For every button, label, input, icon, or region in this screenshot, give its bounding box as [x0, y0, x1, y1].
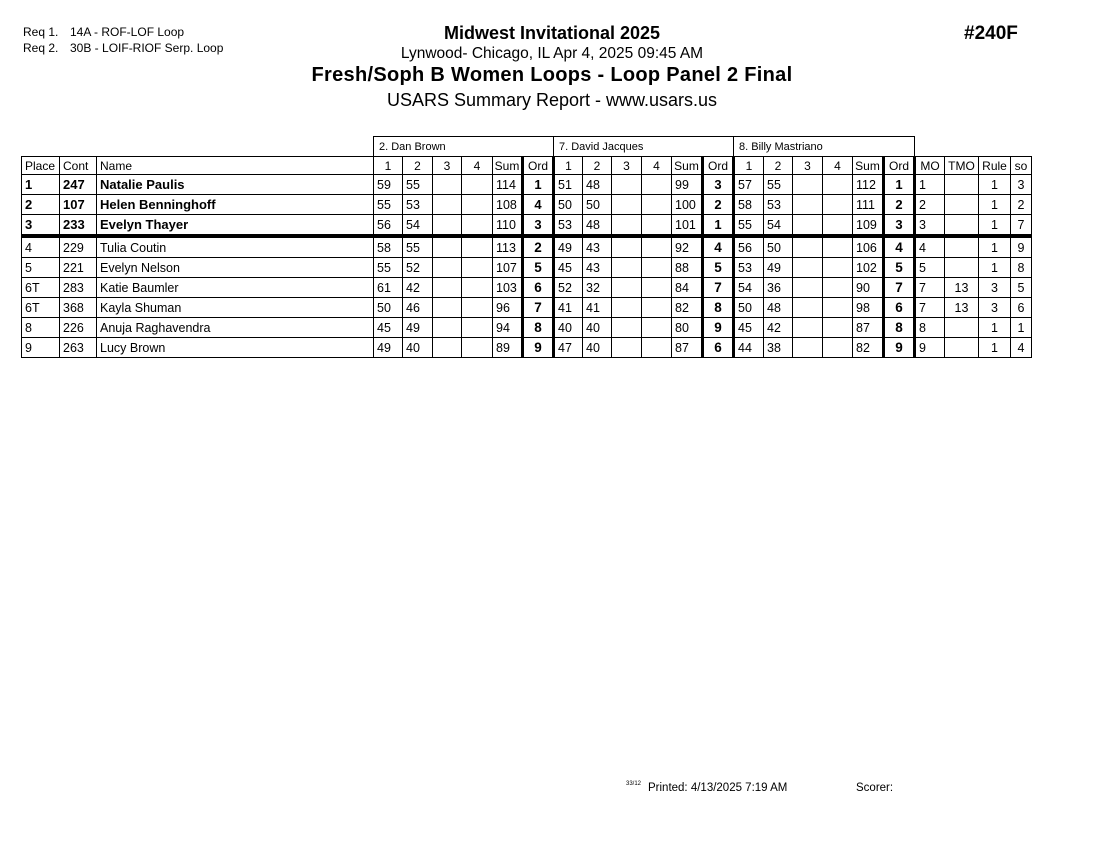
score-cell: 50	[583, 195, 612, 215]
column-header-cont: Cont	[60, 157, 97, 175]
tmo-cell	[945, 258, 979, 278]
place-cell: 8	[22, 318, 60, 338]
score-cell	[462, 298, 493, 318]
sum-cell: 98	[853, 298, 884, 318]
ordinal-cell: 1	[884, 175, 915, 195]
tmo-cell	[945, 175, 979, 195]
sum-cell: 94	[493, 318, 523, 338]
ordinal-cell: 5	[884, 258, 915, 278]
tmo-cell	[945, 215, 979, 237]
mo-cell: 7	[915, 298, 945, 318]
sum-cell: 101	[672, 215, 703, 237]
skater-name-cell: Evelyn Nelson	[97, 258, 374, 278]
ordinal-cell: 9	[703, 318, 734, 338]
score-cell: 58	[374, 236, 403, 258]
score-cell: 45	[734, 318, 764, 338]
sum-cell: 109	[853, 215, 884, 237]
column-header-judge-3-ord: Ord	[884, 157, 915, 175]
printed-timestamp: Printed: 4/13/2025 7:19 AM	[648, 782, 788, 794]
column-header-judge-1-sum: Sum	[493, 157, 523, 175]
score-cell: 40	[583, 318, 612, 338]
sum-cell: 84	[672, 278, 703, 298]
score-cell	[462, 258, 493, 278]
column-header-judge-2-1: 1	[554, 157, 583, 175]
score-cell: 49	[403, 318, 433, 338]
score-cell	[823, 338, 853, 358]
requirement-text: 30B - LOIF-RIOF Serp. Loop	[70, 41, 224, 55]
column-header-judge-3-sum: Sum	[853, 157, 884, 175]
column-header-tmo: TMO	[945, 157, 979, 175]
score-cell: 55	[403, 236, 433, 258]
tmo-cell	[945, 318, 979, 338]
mo-cell: 9	[915, 338, 945, 358]
score-cell: 52	[403, 258, 433, 278]
ordinal-cell: 6	[884, 298, 915, 318]
score-cell	[793, 298, 823, 318]
column-header-judge-3-2: 2	[764, 157, 793, 175]
score-cell: 49	[764, 258, 793, 278]
column-header-mo: MO	[915, 157, 945, 175]
tmo-cell	[945, 195, 979, 215]
sum-cell: 111	[853, 195, 884, 215]
place-cell: 6T	[22, 278, 60, 298]
score-cell: 59	[374, 175, 403, 195]
column-header-judge-1-2: 2	[403, 157, 433, 175]
requirement-key: Req 1.	[23, 25, 59, 39]
score-cell: 50	[764, 236, 793, 258]
sum-cell: 102	[853, 258, 884, 278]
sum-cell: 92	[672, 236, 703, 258]
score-cell	[433, 215, 462, 237]
so-cell: 1	[1011, 318, 1032, 338]
ordinal-cell: 5	[523, 258, 554, 278]
contestant-number-cell: 263	[60, 338, 97, 358]
column-header-judge-1-1: 1	[374, 157, 403, 175]
score-cell	[793, 215, 823, 237]
score-cell	[612, 215, 642, 237]
column-header-judge-2-4: 4	[642, 157, 672, 175]
column-header-row	[22, 157, 1032, 175]
event-title: Fresh/Soph B Women Loops - Loop Panel 2 Final	[311, 64, 793, 86]
score-cell: 54	[734, 278, 764, 298]
column-header-judge-3-4: 4	[823, 157, 853, 175]
meet-location: Lynwood- Chicago, IL Apr 4, 2025 09:45 AM	[400, 45, 704, 62]
score-cell: 50	[734, 298, 764, 318]
ordinal-cell: 4	[884, 236, 915, 258]
column-header-so: so	[1011, 157, 1032, 175]
score-cell	[793, 318, 823, 338]
judge-name: 2. Dan Brown	[374, 137, 554, 157]
contestant-number-cell: 283	[60, 278, 97, 298]
score-cell: 50	[374, 298, 403, 318]
blank-cell	[22, 137, 374, 157]
judge-name: 7. David Jacques	[554, 137, 734, 157]
score-cell: 41	[583, 298, 612, 318]
blank-cell	[915, 137, 1032, 157]
ordinal-cell: 4	[703, 236, 734, 258]
score-cell: 48	[583, 215, 612, 237]
score-cell	[462, 318, 493, 338]
result-row	[22, 195, 1032, 215]
ordinal-cell: 9	[523, 338, 554, 358]
result-row	[22, 278, 1032, 298]
rule-cell: 3	[979, 298, 1011, 318]
skater-name-cell: Lucy Brown	[97, 338, 374, 358]
score-cell: 40	[583, 338, 612, 358]
sum-cell: 107	[493, 258, 523, 278]
score-cell	[823, 215, 853, 237]
score-cell: 36	[764, 278, 793, 298]
sum-cell: 108	[493, 195, 523, 215]
sum-cell: 110	[493, 215, 523, 237]
rule-cell: 1	[979, 215, 1011, 237]
tmo-cell: 13	[945, 298, 979, 318]
so-cell: 6	[1011, 298, 1032, 318]
contestant-number-cell: 368	[60, 298, 97, 318]
score-cell	[462, 175, 493, 195]
column-header-judge-1-3: 3	[433, 157, 462, 175]
skater-name-cell: Evelyn Thayer	[97, 215, 374, 237]
mo-cell: 7	[915, 278, 945, 298]
score-cell	[793, 195, 823, 215]
skater-name-cell: Katie Baumler	[97, 278, 374, 298]
result-row	[22, 338, 1032, 358]
skater-name-cell: Helen Benninghoff	[97, 195, 374, 215]
contestant-number-cell: 233	[60, 215, 97, 237]
score-cell	[612, 195, 642, 215]
score-cell	[823, 195, 853, 215]
score-cell	[433, 338, 462, 358]
column-header-judge-2-3: 3	[612, 157, 642, 175]
score-cell: 55	[374, 258, 403, 278]
score-cell	[462, 338, 493, 358]
score-cell: 48	[583, 175, 612, 195]
column-header-judge-2-2: 2	[583, 157, 612, 175]
score-cell	[793, 258, 823, 278]
skater-name-cell: Anuja Raghavendra	[97, 318, 374, 338]
sum-cell: 88	[672, 258, 703, 278]
score-cell: 49	[374, 338, 403, 358]
score-cell: 48	[764, 298, 793, 318]
score-cell: 53	[403, 195, 433, 215]
score-cell: 49	[554, 236, 583, 258]
score-cell	[433, 278, 462, 298]
tmo-cell	[945, 236, 979, 258]
place-cell: 4	[22, 236, 60, 258]
result-row	[22, 236, 1032, 258]
tmo-cell: 13	[945, 278, 979, 298]
mo-cell: 5	[915, 258, 945, 278]
ordinal-cell: 6	[703, 338, 734, 358]
tmo-cell	[945, 338, 979, 358]
score-cell	[823, 278, 853, 298]
sum-cell: 82	[672, 298, 703, 318]
score-cell	[823, 298, 853, 318]
ordinal-cell: 1	[523, 175, 554, 195]
score-cell: 52	[554, 278, 583, 298]
sum-cell: 90	[853, 278, 884, 298]
score-cell	[433, 318, 462, 338]
score-cell	[433, 175, 462, 195]
so-cell: 3	[1011, 175, 1032, 195]
score-cell	[823, 318, 853, 338]
sum-cell: 87	[853, 318, 884, 338]
score-cell	[793, 338, 823, 358]
rule-cell: 1	[979, 338, 1011, 358]
sum-cell: 114	[493, 175, 523, 195]
score-cell	[642, 258, 672, 278]
score-cell	[642, 278, 672, 298]
score-cell	[642, 338, 672, 358]
place-cell: 6T	[22, 298, 60, 318]
ordinal-cell: 8	[523, 318, 554, 338]
result-row	[22, 298, 1032, 318]
score-cell: 53	[734, 258, 764, 278]
contestant-number-cell: 229	[60, 236, 97, 258]
score-cell: 58	[734, 195, 764, 215]
rule-cell: 1	[979, 195, 1011, 215]
rule-cell: 1	[979, 258, 1011, 278]
skater-name-cell: Natalie Paulis	[97, 175, 374, 195]
score-cell: 56	[374, 215, 403, 237]
mo-cell: 4	[915, 236, 945, 258]
score-cell	[793, 175, 823, 195]
score-cell	[462, 195, 493, 215]
score-cell: 44	[734, 338, 764, 358]
mo-cell: 1	[915, 175, 945, 195]
score-cell	[612, 318, 642, 338]
ordinal-cell: 8	[884, 318, 915, 338]
rule-cell: 3	[979, 278, 1011, 298]
score-cell: 45	[374, 318, 403, 338]
column-header-judge-1-4: 4	[462, 157, 493, 175]
ordinal-cell: 2	[703, 195, 734, 215]
column-header-judge-1-ord: Ord	[523, 157, 554, 175]
score-cell: 55	[403, 175, 433, 195]
place-cell: 3	[22, 215, 60, 237]
sum-cell: 106	[853, 236, 884, 258]
score-cell	[462, 236, 493, 258]
score-cell: 53	[554, 215, 583, 237]
requirement-key: Req 2.	[23, 41, 59, 55]
sum-cell: 99	[672, 175, 703, 195]
mo-cell: 3	[915, 215, 945, 237]
mo-cell: 8	[915, 318, 945, 338]
result-row	[22, 258, 1032, 278]
score-cell	[793, 278, 823, 298]
score-cell	[462, 215, 493, 237]
score-cell: 54	[403, 215, 433, 237]
ordinal-cell: 7	[703, 278, 734, 298]
column-header-judge-3-3: 3	[793, 157, 823, 175]
score-cell	[823, 258, 853, 278]
score-cell	[433, 298, 462, 318]
score-cell: 40	[554, 318, 583, 338]
score-cell: 47	[554, 338, 583, 358]
score-cell	[642, 236, 672, 258]
result-row	[22, 318, 1032, 338]
event-number: #240F	[964, 23, 1018, 44]
contestant-number-cell: 107	[60, 195, 97, 215]
score-cell: 57	[734, 175, 764, 195]
so-cell: 4	[1011, 338, 1032, 358]
score-cell: 42	[764, 318, 793, 338]
ordinal-cell: 3	[884, 215, 915, 237]
score-cell: 53	[764, 195, 793, 215]
ordinal-cell: 9	[884, 338, 915, 358]
score-cell: 41	[554, 298, 583, 318]
score-cell: 61	[374, 278, 403, 298]
ordinal-cell: 1	[703, 215, 734, 237]
score-cell	[433, 258, 462, 278]
so-cell: 8	[1011, 258, 1032, 278]
contestant-number-cell: 221	[60, 258, 97, 278]
score-cell	[642, 175, 672, 195]
score-cell: 45	[554, 258, 583, 278]
ordinal-cell: 7	[884, 278, 915, 298]
column-header-judge-2-ord: Ord	[703, 157, 734, 175]
score-cell	[612, 175, 642, 195]
score-cell	[612, 278, 642, 298]
ordinal-cell: 6	[523, 278, 554, 298]
meet-title: Midwest Invitational 2025	[443, 23, 661, 43]
column-header-judge-2-sum: Sum	[672, 157, 703, 175]
place-cell: 2	[22, 195, 60, 215]
rule-cell: 1	[979, 236, 1011, 258]
report-title: USARS Summary Report - www.usars.us	[386, 90, 718, 110]
result-row	[22, 215, 1032, 237]
place-cell: 9	[22, 338, 60, 358]
score-cell	[612, 236, 642, 258]
judge-header-row	[22, 137, 1032, 157]
skater-name-cell: Tulia Coutin	[97, 236, 374, 258]
score-cell	[823, 175, 853, 195]
judge-name: 8. Billy Mastriano	[734, 137, 915, 157]
score-cell	[612, 258, 642, 278]
score-cell: 43	[583, 236, 612, 258]
score-cell: 54	[764, 215, 793, 237]
so-cell: 7	[1011, 215, 1032, 237]
place-cell: 1	[22, 175, 60, 195]
score-cell: 42	[403, 278, 433, 298]
score-cell: 38	[764, 338, 793, 358]
ordinal-cell: 2	[523, 236, 554, 258]
score-cell	[462, 278, 493, 298]
ordinal-cell: 5	[703, 258, 734, 278]
ordinal-cell: 3	[523, 215, 554, 237]
score-cell: 55	[374, 195, 403, 215]
score-cell	[642, 298, 672, 318]
sum-cell: 89	[493, 338, 523, 358]
sum-cell: 103	[493, 278, 523, 298]
score-cell: 51	[554, 175, 583, 195]
results-table	[21, 136, 1032, 358]
score-cell	[612, 298, 642, 318]
rule-cell: 1	[979, 318, 1011, 338]
place-cell: 5	[22, 258, 60, 278]
score-cell	[642, 318, 672, 338]
sum-cell: 113	[493, 236, 523, 258]
footer-code: 33/12	[626, 781, 642, 787]
column-header-rule: Rule	[979, 157, 1011, 175]
ordinal-cell: 4	[523, 195, 554, 215]
score-cell: 46	[403, 298, 433, 318]
sum-cell: 96	[493, 298, 523, 318]
score-cell: 50	[554, 195, 583, 215]
contestant-number-cell: 226	[60, 318, 97, 338]
column-header-place: Place	[22, 157, 60, 175]
score-cell	[433, 236, 462, 258]
so-cell: 5	[1011, 278, 1032, 298]
scorer-label: Scorer:	[856, 782, 894, 794]
score-cell	[612, 338, 642, 358]
score-cell: 56	[734, 236, 764, 258]
sum-cell: 112	[853, 175, 884, 195]
rule-cell: 1	[979, 175, 1011, 195]
score-cell: 55	[764, 175, 793, 195]
sum-cell: 80	[672, 318, 703, 338]
score-cell	[823, 236, 853, 258]
so-cell: 2	[1011, 195, 1032, 215]
score-cell: 32	[583, 278, 612, 298]
result-row	[22, 175, 1032, 195]
requirement-text: 14A - ROF-LOF Loop	[70, 25, 185, 39]
score-cell: 43	[583, 258, 612, 278]
contestant-number-cell: 247	[60, 175, 97, 195]
ordinal-cell: 7	[523, 298, 554, 318]
sum-cell: 87	[672, 338, 703, 358]
column-header-name: Name	[97, 157, 374, 175]
score-cell	[642, 195, 672, 215]
ordinal-cell: 2	[884, 195, 915, 215]
sum-cell: 82	[853, 338, 884, 358]
score-cell: 40	[403, 338, 433, 358]
so-cell: 9	[1011, 236, 1032, 258]
score-cell	[642, 215, 672, 237]
sum-cell: 100	[672, 195, 703, 215]
column-header-judge-3-1: 1	[734, 157, 764, 175]
mo-cell: 2	[915, 195, 945, 215]
ordinal-cell: 8	[703, 298, 734, 318]
score-cell	[433, 195, 462, 215]
score-cell: 55	[734, 215, 764, 237]
score-cell	[793, 236, 823, 258]
ordinal-cell: 3	[703, 175, 734, 195]
skater-name-cell: Kayla Shuman	[97, 298, 374, 318]
